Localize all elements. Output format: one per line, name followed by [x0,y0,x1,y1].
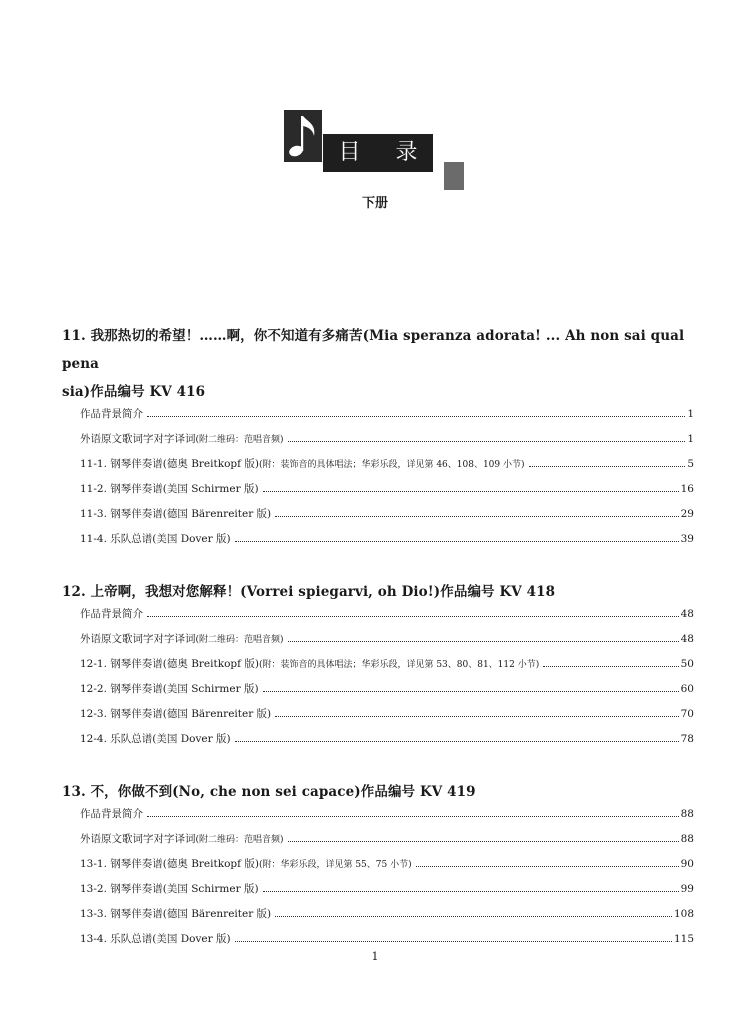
entry-label [80,831,284,846]
entry-label [80,856,412,871]
toc-entry[interactable] [62,406,694,431]
toc-entry[interactable] [62,506,694,531]
section-title [62,778,694,806]
toc-entry[interactable] [62,656,694,681]
dot-leader [275,516,678,517]
entry-title: 13-4. 乐队总谱(美国 Dover 版) [80,933,231,945]
section-title-line: 11. 我那热切的希望！……啊，你不知道有多痛苦(Mia speranza adorata! ... Ah non sai qual pena [62,328,685,372]
entry-note: (附：华彩乐段，详见第 55、75 小节) [258,860,412,870]
toc-entry[interactable] [62,531,694,556]
volume-subtitle: 下册 [361,196,388,211]
entry-label [80,531,231,546]
dot-leader [529,466,686,467]
entry-page-number: 60 [680,683,694,695]
entry-title: 12-1. 钢琴伴奏谱(德奥 Breitkopf 版) [80,658,259,670]
entry-page-number: 115 [673,933,694,945]
entry-label [80,906,271,921]
toc-header [0,0,750,230]
entry-label [80,731,231,746]
dot-leader [416,866,679,867]
entry-note: (附：装饰音的具体唱法；华彩乐段，详见第 46、108、109 小节) [258,460,525,470]
dot-leader [288,641,679,642]
section-title-line: 13. 不，你做不到(No, che non sei capace)作品编号 KV 419 [62,784,476,800]
entry-page-number: 1 [687,408,694,420]
toc-entry[interactable] [62,806,694,831]
entry-page-number: 70 [680,708,694,720]
toc-section [62,322,694,556]
dot-leader [235,941,672,942]
entry-label [80,631,284,646]
entry-note: (附二维码：范唱音频) [195,835,284,845]
toc-section [62,778,694,956]
entry-title: 外语原文歌词字对字译词 [80,633,196,645]
dot-leader [235,541,679,542]
entry-title: 作品背景简介 [80,608,143,620]
section-title-line: sia)作品编号 KV 416 [62,384,206,400]
section-title-line: 12. 上帝啊，我想对您解释！(Vorrei spiegarvi, oh Dio!)作品编号 KV 418 [62,584,556,600]
entry-label [80,481,259,496]
entry-page-number: 16 [680,483,694,495]
entry-page-number: 88 [680,808,694,820]
entry-title: 12-3. 钢琴伴奏谱(德国 Bärenreiter 版) [80,708,272,720]
toc-entry[interactable] [62,706,694,731]
entry-label [80,656,539,671]
entry-note: (附二维码：范唱音频) [195,435,284,445]
toc-entry[interactable] [62,881,694,906]
entry-label [80,931,231,946]
entry-title: 外语原文歌词字对字译词 [80,833,196,845]
entry-label [80,406,143,421]
toc-entry[interactable] [62,831,694,856]
toc-entry[interactable] [62,856,694,881]
entry-title: 11-1. 钢琴伴奏谱(德奥 Breitkopf 版) [80,458,259,470]
music-note-icon [284,110,322,162]
page-title: 目 录 [323,134,433,172]
entry-title: 作品背景简介 [80,808,143,820]
entry-page-number: 48 [680,633,694,645]
entry-page-number: 78 [680,733,694,745]
entry-page-number: 1 [687,433,694,445]
dot-leader [275,716,678,717]
dot-leader [147,816,679,817]
dot-leader [263,891,679,892]
entry-title: 外语原文歌词字对字译词 [80,433,196,445]
entry-title: 13-1. 钢琴伴奏谱(德奥 Breitkopf 版) [80,858,259,870]
toc-entry[interactable] [62,456,694,481]
entry-label [80,706,271,721]
entry-page-number: 48 [680,608,694,620]
dot-leader [288,441,686,442]
entry-note: (附二维码：范唱音频) [195,635,284,645]
entry-title: 13-2. 钢琴伴奏谱(美国 Schirmer 版) [80,883,259,895]
section-title [62,322,694,406]
entry-page-number: 108 [673,908,694,920]
toc-entry[interactable] [62,481,694,506]
table-of-contents [62,322,694,978]
entry-label [80,456,525,471]
toc-section [62,578,694,756]
entry-title: 11-2. 钢琴伴奏谱(美国 Schirmer 版) [80,483,259,495]
dot-leader [543,666,678,667]
entry-note: (附：装饰音的具体唱法；华彩乐段，详见第 53、80、81、112 小节) [258,660,540,670]
entry-label [80,806,143,821]
entry-label [80,606,143,621]
entry-title: 12-4. 乐队总谱(美国 Dover 版) [80,733,231,745]
entry-label [80,506,271,521]
toc-entry[interactable] [62,731,694,756]
dot-leader [275,916,672,917]
entry-title: 11-4. 乐队总谱(美国 Dover 版) [80,533,231,545]
toc-entry[interactable] [62,906,694,931]
entry-page-number: 99 [680,883,694,895]
entry-page-number: 90 [680,858,694,870]
entry-label [80,431,284,446]
entry-page-number: 88 [680,833,694,845]
dot-leader [147,416,685,417]
dot-leader [263,491,679,492]
toc-entry[interactable] [62,631,694,656]
entry-title: 11-3. 钢琴伴奏谱(德国 Bärenreiter 版) [80,508,272,520]
dot-leader [288,841,679,842]
dot-leader [147,616,679,617]
entry-page-number: 39 [680,533,694,545]
toc-entry[interactable] [62,681,694,706]
entry-label [80,881,259,896]
entry-page-number: 5 [687,458,694,470]
entry-title: 13-3. 钢琴伴奏谱(德国 Bärenreiter 版) [80,908,272,920]
entry-page-number: 50 [680,658,694,670]
toc-entry[interactable] [62,606,694,631]
entry-title: 作品背景简介 [80,408,143,420]
decorative-block [444,162,464,190]
dot-leader [235,741,679,742]
entry-label [80,681,259,696]
toc-entry[interactable] [62,431,694,456]
page-number: 1 [371,950,379,963]
section-title [62,578,694,606]
dot-leader [263,691,679,692]
entry-page-number: 29 [680,508,694,520]
entry-title: 12-2. 钢琴伴奏谱(美国 Schirmer 版) [80,683,259,695]
